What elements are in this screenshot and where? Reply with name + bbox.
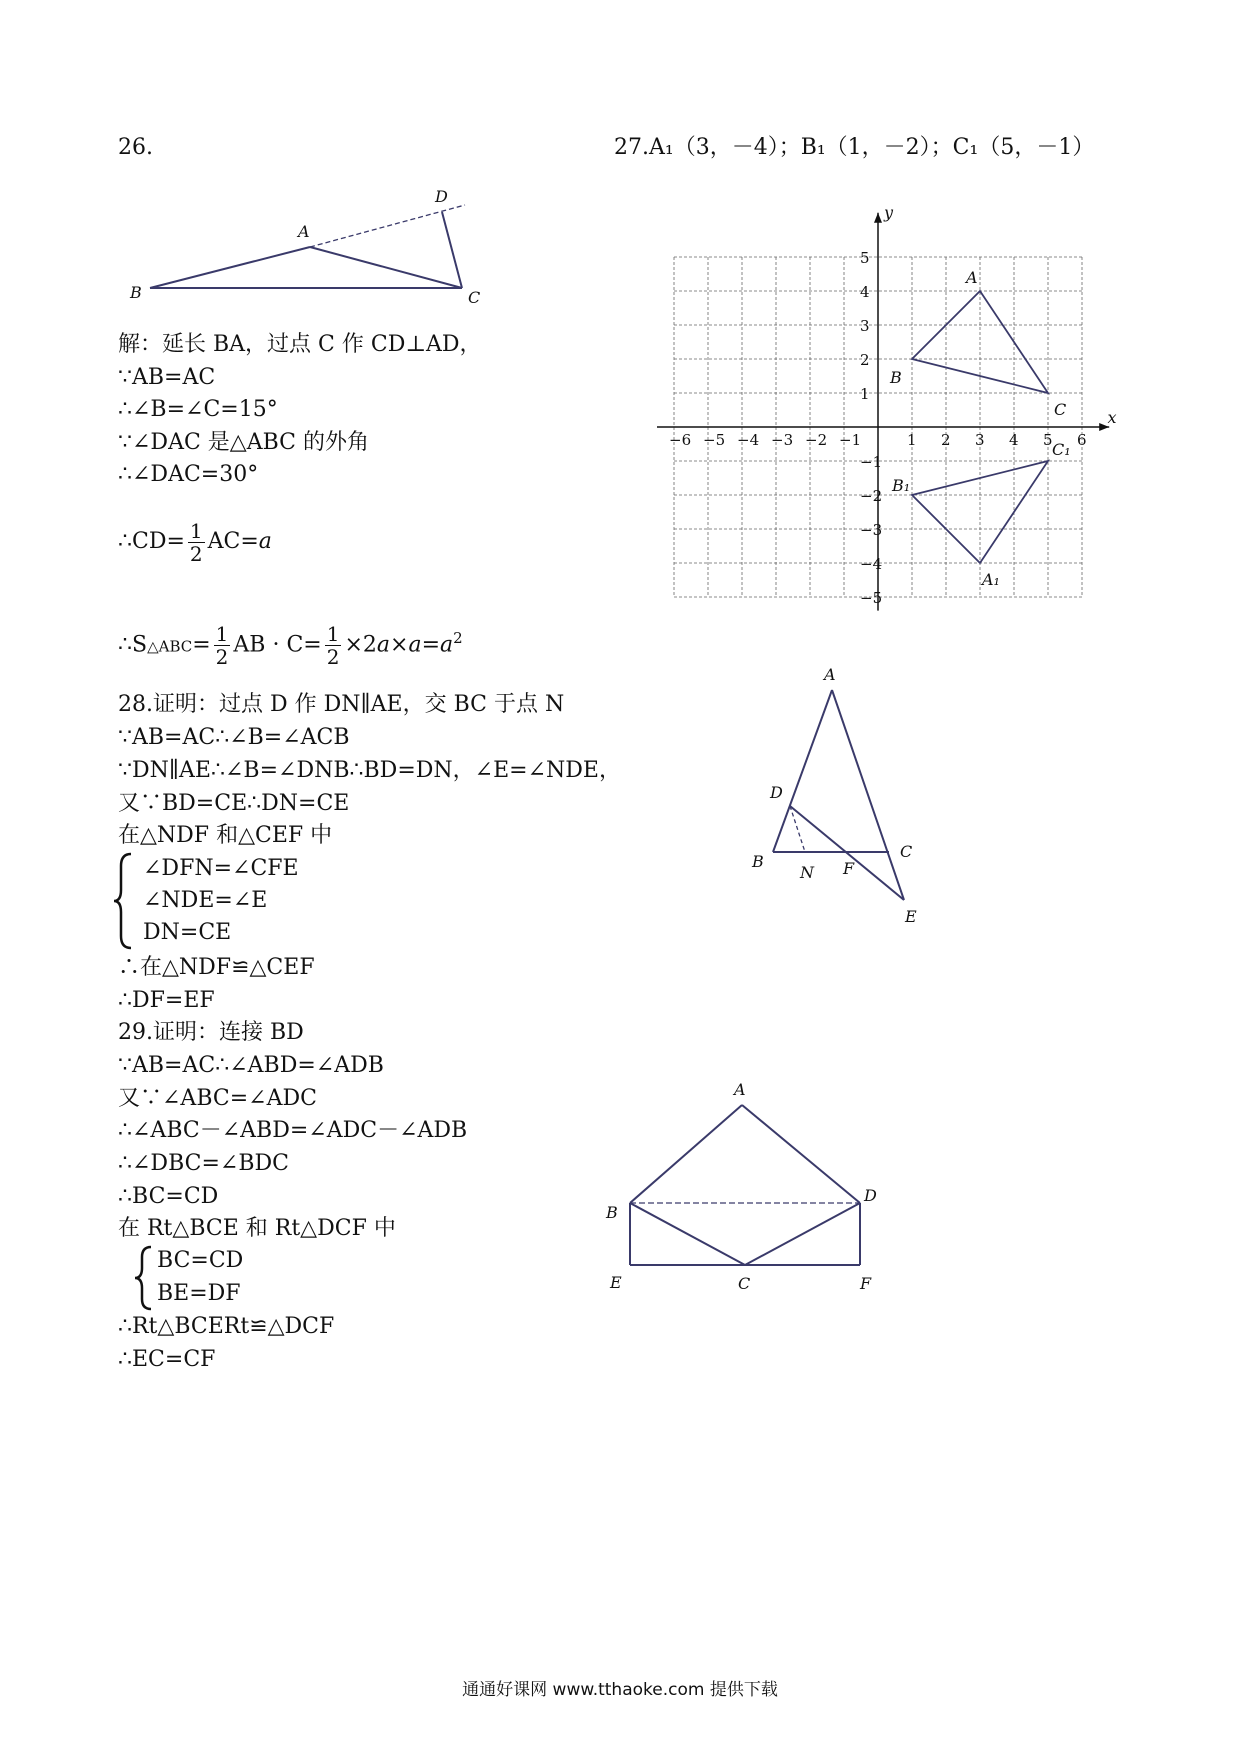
q29-label-e: E [610,1273,622,1292]
y-axis-label: y [884,202,894,222]
q28-label-b: B [752,852,764,871]
q29-brace-line-2: BE=DF [157,1281,241,1306]
q28-label-e: E [905,907,917,926]
q26-line-2: ∵AB=AC [118,365,216,390]
q29-line-1: 29.证明：连接 BD [118,1020,304,1045]
q29-line-2: ∵AB=AC∴∠ABD=∠ADB [118,1053,384,1078]
q29-label-c: C [738,1274,751,1293]
x-tick-label: −3 [771,431,794,449]
q26-cd-line: ∴CD= $\frac{1}{2}$ AC=a [118,518,272,566]
y-tick-label: −5 [860,589,883,607]
q29-line-6: ∴BC=CD [118,1184,219,1209]
y-tick-label: −3 [860,521,883,539]
x-tick-label: −1 [839,431,862,449]
q29-label-d: D [864,1186,877,1205]
q28-brace-line-2: ∠NDE=∠E [143,888,268,913]
q28-after-1: ∴在△NDF≌△CEF [118,955,315,980]
q26-label-b: B [130,283,142,302]
x-tick-label: 3 [975,431,985,449]
q29-brace-line-1: BC=CD [157,1248,244,1273]
y-tick-label: 2 [860,351,870,369]
x-tick-label: −6 [669,431,692,449]
q29-after-2: ∴EC=CF [118,1347,216,1372]
q26-label-d: D [435,187,448,206]
y-tick-label: −2 [860,487,883,505]
q26-line-3: ∴∠B=∠C=15° [118,397,278,422]
q28-label-c: C [900,842,913,861]
point-label-1: A [966,268,978,287]
point-label-4: A₁ [982,570,1000,589]
q28-line-3: ∵DN∥AE∴∠B=∠DNB∴BD=DN，∠E=∠NDE， [118,758,621,783]
y-tick-label: −4 [860,555,883,573]
q29-figure [600,1075,900,1305]
q26-area-line: ∴S△ABC= $\frac{1}{2}$ AB · C= $\frac{1}{2}$ $\times 2a\times a=a^2$ [118,621,463,669]
q29-line-5: ∴∠DBC=∠BDC [118,1151,289,1176]
q29-line-4: ∴∠ABC－∠ABD=∠ADC－∠ADB [118,1118,468,1143]
q28-figure [740,660,930,930]
q28-after-2: ∴DF=EF [118,988,215,1013]
q28-brace [113,852,135,950]
y-tick-label: 3 [860,317,870,335]
q27-coordinate-grid [650,202,1120,615]
q28-label-f: F [843,859,855,878]
y-tick-label: 4 [860,283,870,301]
x-tick-label: −5 [703,431,726,449]
q28-line-5: 在△NDF 和△CEF 中 [118,823,333,848]
y-tick-label: 1 [860,385,870,403]
q28-line-1: 28.证明：过点 D 作 DN∥AE，交 BC 于点 N [118,692,565,717]
x-tick-label: 6 [1077,431,1087,449]
q28-label-d: D [770,783,783,802]
q28-label-n: N [800,863,814,882]
x-axis-label: x [1107,408,1117,427]
q28-brace-line-1: ∠DFN=∠CFE [143,856,299,881]
point-label-6: C₁ [1052,440,1071,459]
x-tick-label: −4 [737,431,760,449]
point-label-3: C [1054,400,1067,419]
q29-label-b: B [606,1203,618,1222]
y-axis-arrow [874,213,882,223]
y-tick-label: −1 [860,453,883,471]
x-tick-label: 5 [1043,431,1053,449]
point-label-5: B₁ [892,476,911,495]
q27-header: 27.A₁（3，－4）；B₁（1，－2）；C₁（5，－1） [614,135,1095,160]
q29-after-1: ∴Rt△BCERt≌△DCF [118,1314,335,1339]
x-tick-label: 1 [907,431,917,449]
q28-line-4: 又∵BD=CE∴DN=CE [118,791,350,816]
y-tick-label: 5 [860,249,870,267]
q26-figure [120,180,480,310]
q29-line-7: 在 Rt△BCE 和 Rt△DCF 中 [118,1216,396,1241]
q26-label-a: A [298,222,310,241]
q29-line-3: 又∵∠ABC=∠ADC [118,1086,317,1111]
q28-line-2: ∵AB=AC∴∠B=∠ACB [118,725,350,750]
x-tick-label: −2 [805,431,828,449]
q26-label-c: C [468,288,481,307]
q28-brace-line-3: DN=CE [143,920,232,945]
x-tick-label: 4 [1009,431,1019,449]
q26-line-1: 解：延长 BA，过点 C 作 CD⊥AD， [118,332,482,357]
q26-line-5: ∴∠DAC=30° [118,462,259,487]
point-label-2: B [890,368,902,387]
q29-label-f: F [860,1274,872,1293]
x-tick-label: 2 [941,431,951,449]
q26-number: 26. [118,135,153,160]
page-footer: 通通好课网 www.tthaoke.com 提供下载 [462,1680,778,1700]
q26-line-4: ∵∠DAC 是△ABC 的外角 [118,430,369,455]
q29-label-a: A [734,1080,746,1099]
q28-label-a: A [824,665,836,684]
q29-brace [133,1245,155,1311]
